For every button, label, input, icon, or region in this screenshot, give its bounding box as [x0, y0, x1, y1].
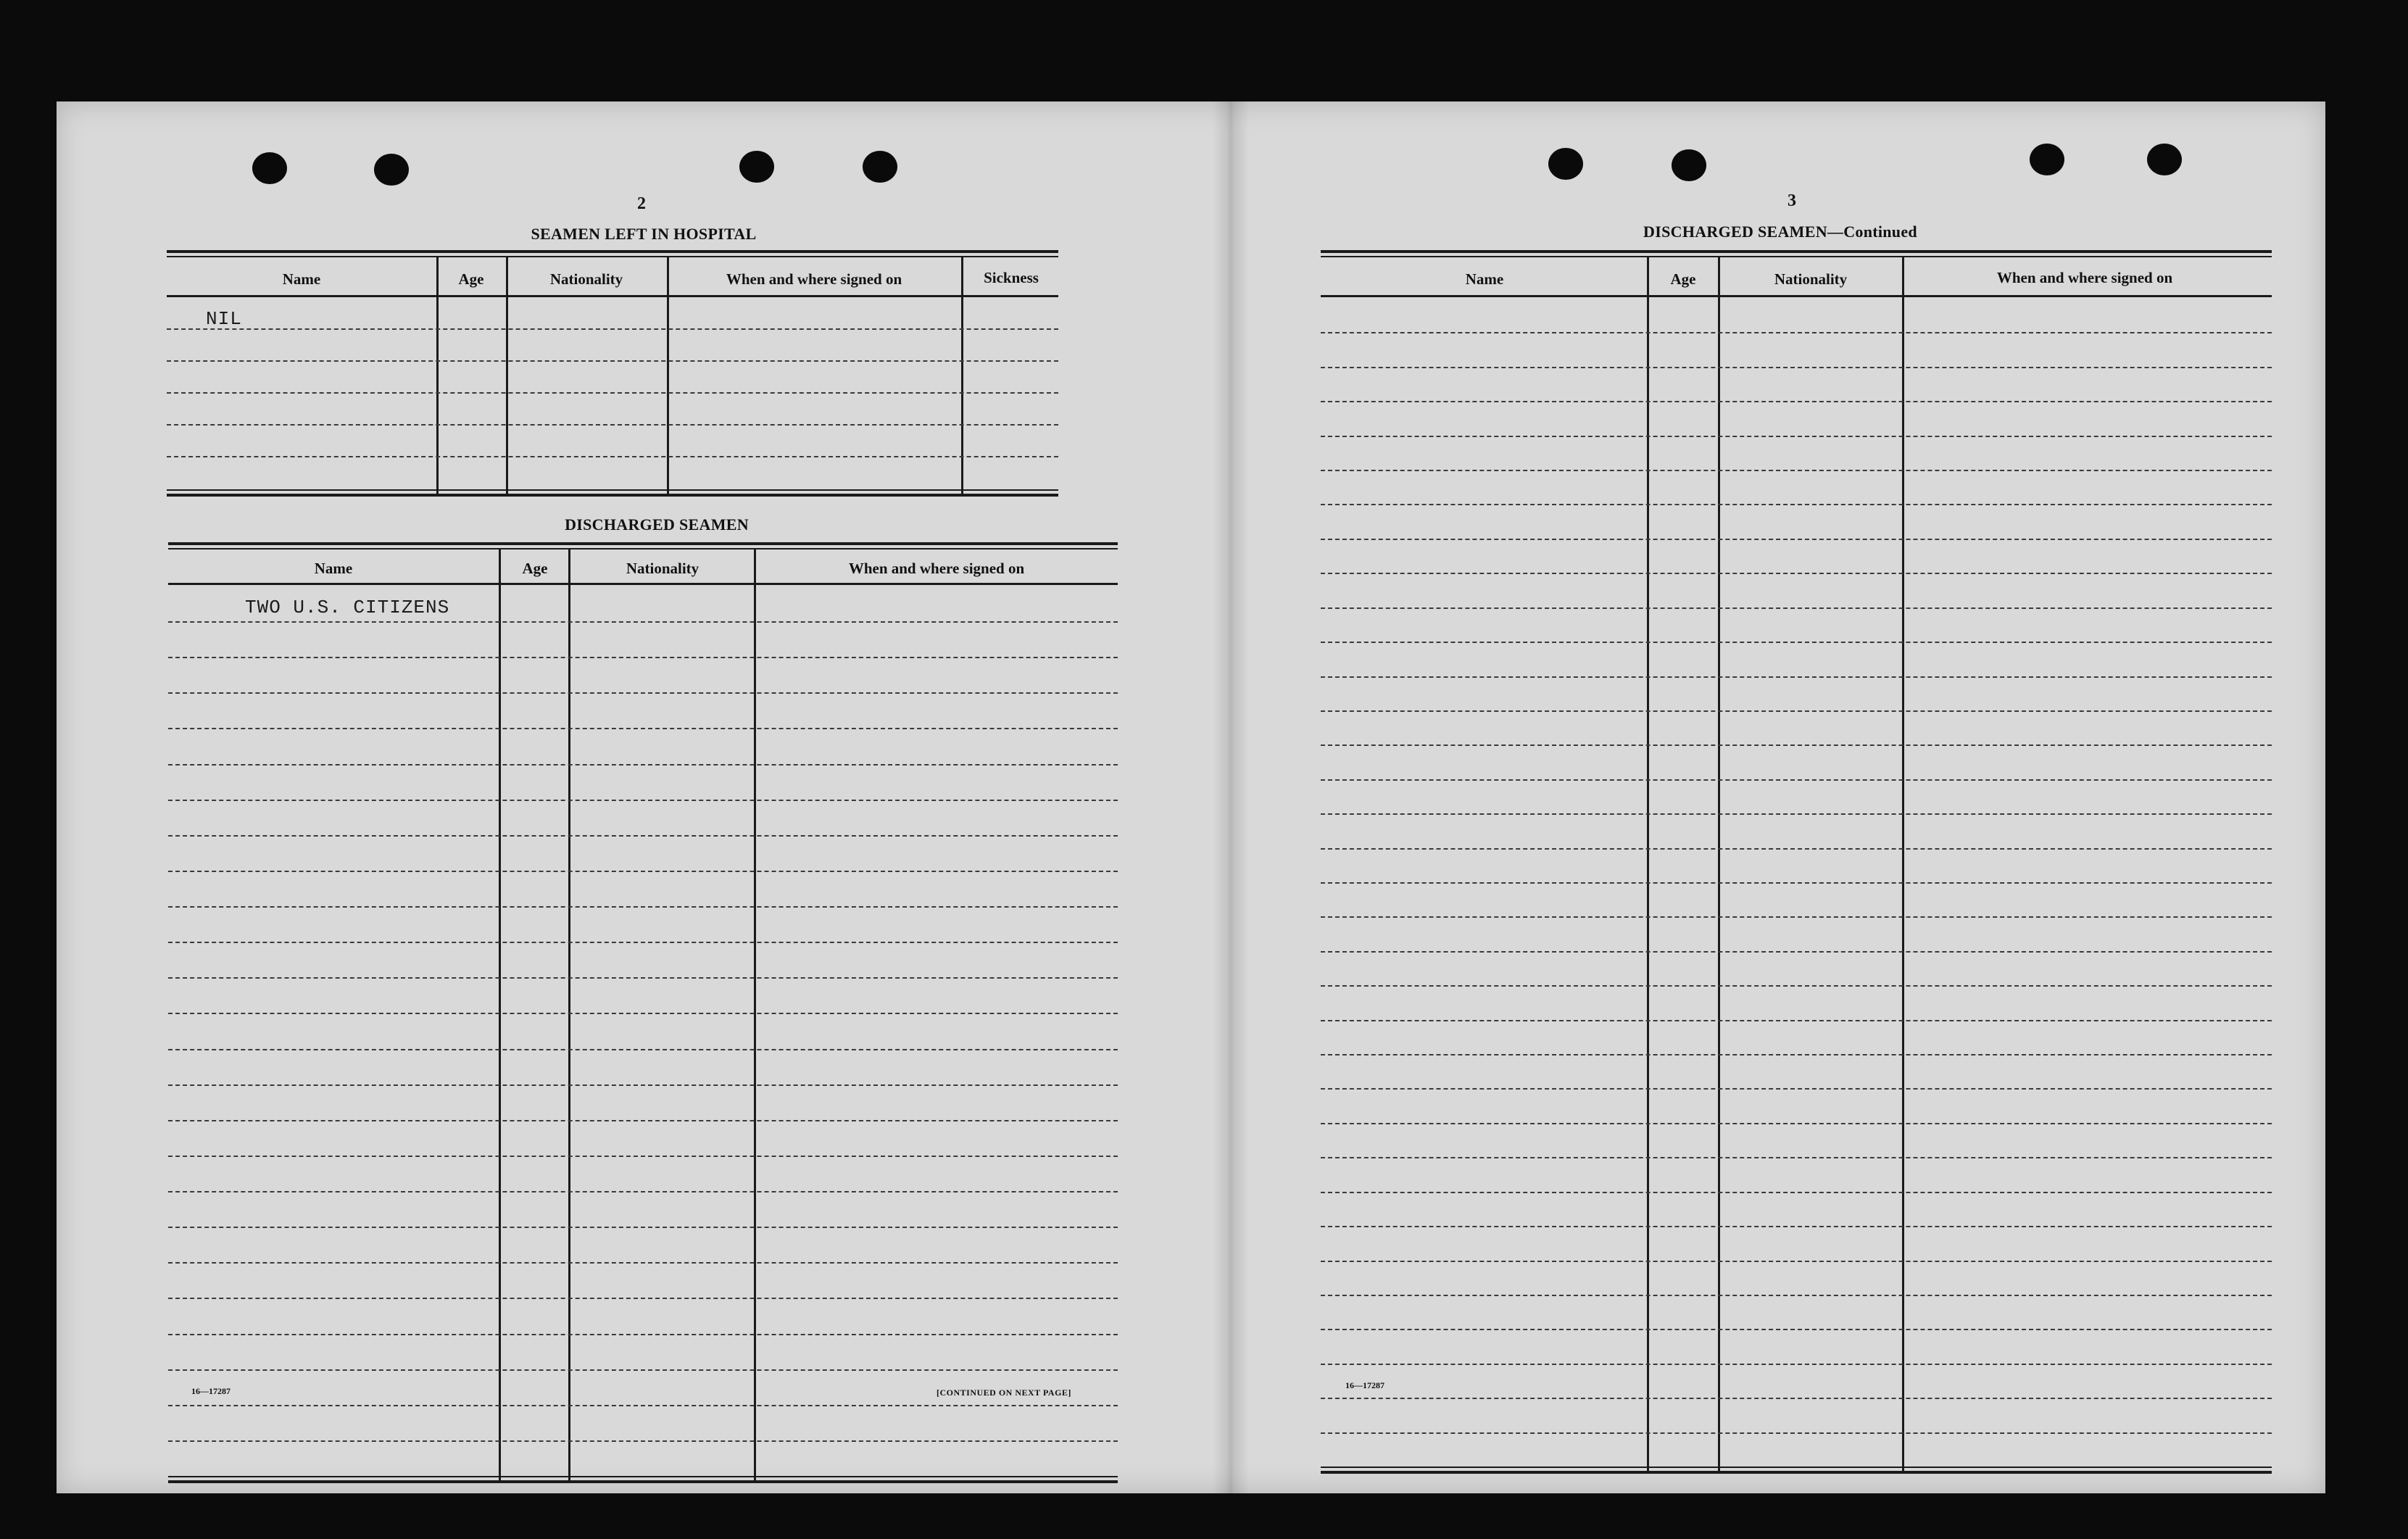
row-line [168, 1405, 1118, 1406]
row-line [1321, 436, 2272, 437]
column-header-nationality: Nationality [626, 560, 699, 577]
punch-hole [252, 152, 287, 184]
row-line [1321, 916, 2272, 918]
punch-hole [739, 151, 774, 183]
table-top-rule [1321, 250, 2272, 253]
table-bottom-rule [167, 489, 1058, 491]
row-line [1321, 710, 2272, 712]
table-bottom-rule [1321, 1471, 2272, 1474]
punch-hole [863, 151, 897, 183]
header-bottom-rule [168, 583, 1118, 585]
row-line [1321, 1329, 2272, 1330]
row-line [168, 621, 1118, 623]
punch-hole [2147, 144, 2182, 175]
row-line [1321, 1088, 2272, 1090]
row-line [168, 1334, 1118, 1335]
column-header-nationality: Nationality [549, 270, 623, 288]
column-divider [436, 257, 439, 494]
punch-hole [1672, 149, 1706, 181]
punch-hole [2030, 144, 2064, 175]
row-line [1321, 813, 2272, 815]
header-bottom-rule [167, 295, 1058, 297]
document-sheet [57, 101, 2325, 1493]
row-line [168, 835, 1118, 837]
row-line [1321, 1054, 2272, 1055]
row-line [1321, 1261, 2272, 1262]
row-line [1321, 470, 2272, 471]
row-line [168, 1298, 1118, 1299]
row-line [1321, 1432, 2272, 1434]
row-line [168, 657, 1118, 658]
row-line [168, 1013, 1118, 1014]
column-header-age: Age [522, 560, 548, 577]
row-line [168, 871, 1118, 872]
discharged-continued-title: DISCHARGED SEAMEN—Continued [1643, 223, 1917, 241]
column-header-when-where: When and where signed on [848, 560, 1025, 577]
row-line [168, 906, 1118, 908]
hospital-entry-typed: NIL [206, 308, 242, 330]
row-line [1321, 367, 2272, 368]
row-line [168, 1084, 1118, 1086]
column-header-sickness: Sickness [984, 269, 1039, 286]
column-header-name: Name [282, 270, 321, 288]
row-line [167, 456, 1058, 457]
row-line [1321, 573, 2272, 574]
column-header-when-where: When and where signed on [726, 270, 902, 288]
row-line [1321, 1364, 2272, 1365]
form-number-left: 16—17287 [191, 1386, 231, 1396]
row-line [168, 1369, 1118, 1371]
row-line [1321, 1123, 2272, 1124]
column-header-when-where: When and where signed on [1996, 269, 2173, 286]
discharged-table-right [1321, 250, 2272, 1475]
row-line [1321, 882, 2272, 884]
discharged-table-left [168, 542, 1118, 1485]
punch-hole [374, 154, 409, 186]
row-line [168, 1440, 1118, 1442]
row-line [1321, 848, 2272, 850]
row-line [168, 1120, 1118, 1121]
row-line [1321, 1398, 2272, 1399]
table-top-rule [168, 548, 1118, 549]
header-bottom-rule [1321, 295, 2272, 297]
table-top-rule [1321, 256, 2272, 257]
row-line [167, 424, 1058, 426]
discharged-entry-typed: TWO U.S. CITIZENS [245, 597, 450, 618]
column-header-age: Age [458, 270, 484, 288]
column-divider [1718, 257, 1720, 1472]
row-line [1321, 332, 2272, 333]
page-number-right: 3 [1788, 191, 1796, 210]
punch-hole [1548, 148, 1583, 180]
column-divider [754, 549, 756, 1482]
row-line [168, 1156, 1118, 1157]
table-top-rule [168, 542, 1118, 545]
row-line [167, 328, 1058, 330]
row-line [168, 1049, 1118, 1050]
row-line [168, 692, 1118, 694]
row-line [167, 360, 1058, 362]
table-bottom-rule [167, 494, 1058, 497]
column-divider [1902, 257, 1904, 1472]
continued-note: [CONTINUED ON NEXT PAGE] [937, 1387, 1071, 1398]
column-divider [961, 257, 963, 494]
row-line [168, 1227, 1118, 1228]
row-line [1321, 504, 2272, 505]
column-divider [568, 549, 570, 1482]
row-line [1321, 779, 2272, 781]
row-line [1321, 401, 2272, 402]
row-line [168, 942, 1118, 943]
column-divider [1647, 257, 1649, 1472]
column-header-nationality: Nationality [1774, 270, 1848, 288]
row-line [1321, 1192, 2272, 1193]
row-line [167, 392, 1058, 394]
row-line [1321, 607, 2272, 609]
row-line [168, 1191, 1118, 1192]
column-header-name: Name [314, 560, 353, 577]
row-line [1321, 1226, 2272, 1227]
column-header-name: Name [1465, 270, 1504, 288]
row-line [168, 764, 1118, 766]
table-top-rule [167, 256, 1058, 257]
hospital-section-title: SEAMEN LEFT IN HOSPITAL [531, 225, 757, 243]
table-bottom-rule [168, 1480, 1118, 1483]
page-number-left: 2 [637, 194, 646, 213]
row-line [168, 977, 1118, 979]
row-line [1321, 744, 2272, 746]
column-header-age: Age [1670, 270, 1696, 288]
row-line [168, 800, 1118, 801]
row-line [1321, 642, 2272, 643]
row-line [1321, 539, 2272, 540]
column-divider [499, 549, 501, 1482]
form-number-right: 16—17287 [1345, 1380, 1384, 1390]
row-line [168, 728, 1118, 729]
center-fold [1213, 101, 1249, 1493]
row-line [1321, 676, 2272, 678]
table-bottom-rule [168, 1476, 1118, 1477]
row-line [1321, 985, 2272, 987]
column-divider [506, 257, 508, 494]
row-line [1321, 1020, 2272, 1021]
row-line [1321, 951, 2272, 953]
row-line [1321, 1157, 2272, 1158]
discharged-section-title: DISCHARGED SEAMEN [565, 515, 749, 534]
hospital-table [167, 250, 1058, 497]
row-line [1321, 1295, 2272, 1296]
table-bottom-rule [1321, 1467, 2272, 1468]
table-top-rule [167, 250, 1058, 253]
column-divider [667, 257, 669, 494]
row-line [168, 1262, 1118, 1264]
